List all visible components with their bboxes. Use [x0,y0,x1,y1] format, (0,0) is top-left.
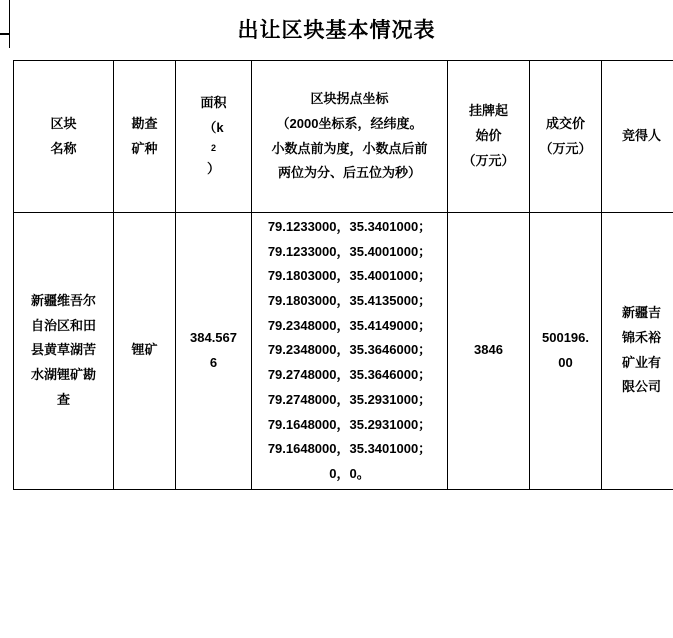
coordinate-line: 79.1648000，35.2931000； [267,416,432,432]
header-starting-price-line-2: 始价 [475,128,502,144]
cell-deal-price-line-2: 00 [558,354,573,370]
header-block-name [14,61,114,213]
cell-block-name-line-3: 县黄草湖苦 [30,342,96,358]
coordinate-line: 79.1803000，35.4001000； [267,268,432,284]
header-deal-price-line-1: 成交价 [545,115,585,131]
table-row [14,213,673,490]
page-title: 出让区块基本情况表 [237,19,436,42]
coordinate-line: 79.2348000，35.4149000； [267,317,432,333]
header-starting-price-line-1: 挂牌起 [468,103,508,119]
coordinate-line: 79.2748000，35.3646000； [267,367,432,383]
block-info-table [13,60,673,490]
header-starting-price-line-3: （万元） [462,152,515,168]
cell-winner-line-1: 新疆吉 [621,305,661,321]
header-area-unit-superscript: 2 [210,143,216,154]
header-deal-price-line-2: （万元） [539,140,592,156]
cell-area-line-1: 384.567 [190,330,237,346]
header-area-line-1: 面积 [200,94,227,110]
header-coordinates-line-4: 两位为分、后五位为秒） [277,165,421,181]
cell-winner-line-4: 限公司 [621,379,661,395]
cell-winner-line-2: 锦禾裕 [621,330,661,346]
coordinate-line: 0，0。 [329,465,370,481]
cell-area-line-2: 6 [209,354,218,370]
cell-coordinates [252,213,448,490]
header-mineral-line-1: 勘查 [131,115,158,131]
header-block-name-line-1: 区块 [50,115,77,131]
header-area-unit-base: （k [203,119,224,135]
cell-starting-price: 3846 [448,213,530,490]
header-mineral [114,61,176,213]
cell-block-name-line-2: 自治区和田 [30,317,96,333]
cell-block-name-line-5: 查 [56,391,70,407]
coordinate-line: 79.1648000，35.3401000； [267,441,432,457]
header-winner: 竞得人 [602,61,673,213]
cell-area [176,213,252,490]
header-coordinates-line-3: 小数点前为度，小数点后前 [271,140,428,156]
coordinate-line: 79.2348000，35.3646000； [267,342,432,358]
header-area [176,61,252,213]
header-coordinates-line-2: （2000坐标系，经纬度。 [276,115,423,131]
header-coordinates [252,61,448,213]
cell-winner [602,213,673,490]
coordinate-line: 79.1233000，35.4001000； [267,243,432,259]
header-mineral-line-2: 矿种 [131,140,158,156]
header-block-name-line-2: 名称 [50,140,77,156]
table-header-row [14,61,673,213]
cell-block-name [14,213,114,490]
header-area-unit-tail: ） [206,161,220,177]
header-starting-price [448,61,530,213]
header-coordinates-line-1: 区块拐点坐标 [310,91,389,107]
cell-block-name-line-4: 水湖锂矿勘 [30,367,96,383]
cell-deal-price [530,213,602,490]
header-area-unit [179,116,248,182]
coordinate-line: 79.2748000，35.2931000； [267,391,432,407]
cell-deal-price-line-1: 500196. [542,330,589,346]
cell-mineral: 锂矿 [114,213,176,490]
header-deal-price [530,61,602,213]
coordinate-line: 79.1233000，35.3401000； [267,219,432,234]
coordinate-line: 79.1803000，35.4135000； [267,293,432,309]
cell-block-name-line-1: 新疆维吾尔 [30,293,96,309]
cell-winner-line-3: 矿业有 [621,354,661,370]
